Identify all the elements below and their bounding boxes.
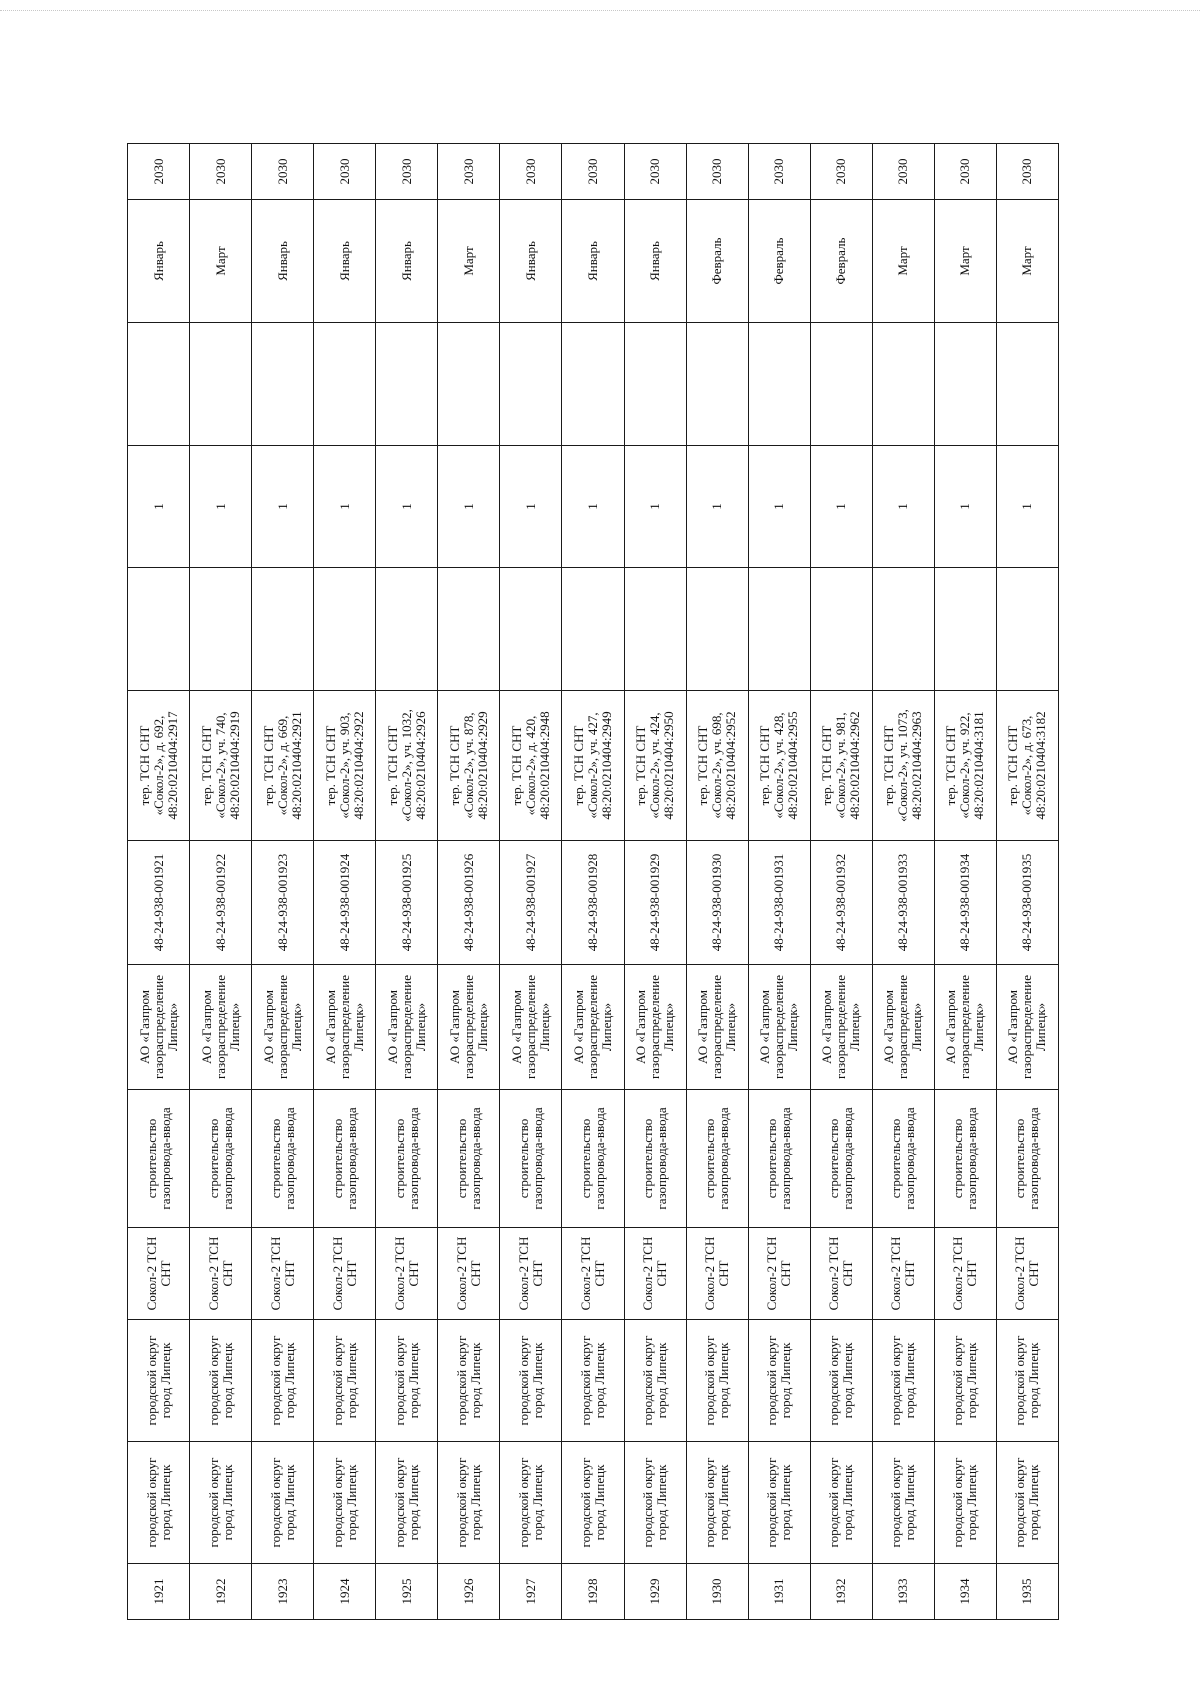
year-cell: 2030 — [438, 144, 500, 200]
settlement-cell: городской округ город Липецк — [314, 1320, 376, 1442]
table-body — [128, 144, 1059, 1620]
organization-cell: АО «Газпром газораспределение Липецк» — [562, 965, 624, 1090]
empty-cell — [810, 323, 872, 446]
table-row — [562, 144, 624, 1620]
empty-cell — [128, 323, 190, 446]
area-cell: Сокол-2 ТСН СНТ — [810, 1228, 872, 1320]
area-cell: Сокол-2 ТСН СНТ — [190, 1228, 252, 1320]
work-type-cell: строительство газопровода-ввода — [872, 1090, 934, 1228]
year-cell: 2030 — [128, 144, 190, 200]
organization-cell: АО «Газпром газораспределение Липецк» — [810, 965, 872, 1090]
empty-cell — [314, 568, 376, 691]
work-type-cell: строительство газопровода-ввода — [686, 1090, 748, 1228]
empty-cell — [872, 568, 934, 691]
work-type-cell: строительство газопровода-ввода — [190, 1090, 252, 1228]
organization-cell: АО «Газпром газораспределение Липецк» — [872, 965, 934, 1090]
row-number-cell: 1931 — [748, 1564, 810, 1620]
address-cell: тер. ТСН СНТ «Сокол-2», уч. 428, 48:20:0210404:2955 — [748, 691, 810, 841]
settlement-cell: городской округ город Липецк — [128, 1320, 190, 1442]
month-cell: Январь — [376, 200, 438, 323]
organization-cell: АО «Газпром газораспределение Липецк» — [314, 965, 376, 1090]
area-cell: Сокол-2 ТСН СНТ — [252, 1228, 314, 1320]
district-cell: городской округ город Липецк — [128, 1442, 190, 1564]
row-number-cell: 1934 — [934, 1564, 996, 1620]
address-cell: тер. ТСН СНТ «Сокол-2», уч. 1073, 48:20:0210404:2963 — [872, 691, 934, 841]
district-cell: городской округ город Липецк — [996, 1442, 1058, 1564]
month-cell: Январь — [624, 200, 686, 323]
row-number-cell: 1927 — [500, 1564, 562, 1620]
district-cell: городской округ город Липецк — [934, 1442, 996, 1564]
object-code-cell: 48-24-938-001929 — [624, 841, 686, 965]
address-cell: тер. ТСН СНТ «Сокол-2», д. 669, 48:20:0210404:2921 — [252, 691, 314, 841]
address-cell: тер. ТСН СНТ «Сокол-2», уч. 424, 48:20:0210404:2950 — [624, 691, 686, 841]
district-cell: городской округ город Липецк — [252, 1442, 314, 1564]
organization-cell: АО «Газпром газораспределение Липецк» — [748, 965, 810, 1090]
count-cell: 1 — [624, 446, 686, 568]
landscape-table-wrapper — [127, 144, 1059, 1620]
work-type-cell: строительство газопровода-ввода — [314, 1090, 376, 1228]
area-cell: Сокол-2 ТСН СНТ — [314, 1228, 376, 1320]
settlement-cell: городской округ город Липецк — [686, 1320, 748, 1442]
table-row — [128, 144, 190, 1620]
month-cell: Январь — [252, 200, 314, 323]
object-code-cell: 48-24-938-001924 — [314, 841, 376, 965]
address-cell: тер. ТСН СНТ «Сокол-2», уч. 1032, 48:20:0210404:2926 — [376, 691, 438, 841]
work-type-cell: строительство газопровода-ввода — [624, 1090, 686, 1228]
area-cell: Сокол-2 ТСН СНТ — [624, 1228, 686, 1320]
object-code-cell: 48-24-938-001933 — [872, 841, 934, 965]
empty-cell — [872, 323, 934, 446]
empty-cell — [190, 568, 252, 691]
count-cell: 1 — [872, 446, 934, 568]
address-cell: тер. ТСН СНТ «Сокол-2», д. 420, 48:20:0210404:2948 — [500, 691, 562, 841]
count-cell: 1 — [252, 446, 314, 568]
count-cell: 1 — [500, 446, 562, 568]
settlement-cell: городской округ город Липецк — [810, 1320, 872, 1442]
month-cell: Февраль — [686, 200, 748, 323]
organization-cell: АО «Газпром газораспределение Липецк» — [190, 965, 252, 1090]
empty-cell — [438, 323, 500, 446]
organization-cell: АО «Газпром газораспределение Липецк» — [438, 965, 500, 1090]
count-cell: 1 — [996, 446, 1058, 568]
work-type-cell: строительство газопровода-ввода — [562, 1090, 624, 1228]
area-cell: Сокол-2 ТСН СНТ — [686, 1228, 748, 1320]
row-number-cell: 1928 — [562, 1564, 624, 1620]
work-type-cell: строительство газопровода-ввода — [376, 1090, 438, 1228]
empty-cell — [748, 568, 810, 691]
organization-cell: АО «Газпром газораспределение Липецк» — [252, 965, 314, 1090]
year-cell: 2030 — [748, 144, 810, 200]
row-number-cell: 1922 — [190, 1564, 252, 1620]
organization-cell: АО «Газпром газораспределение Липецк» — [500, 965, 562, 1090]
row-number-cell: 1932 — [810, 1564, 872, 1620]
row-number-cell: 1930 — [686, 1564, 748, 1620]
count-cell: 1 — [810, 446, 872, 568]
year-cell: 2030 — [314, 144, 376, 200]
empty-cell — [252, 568, 314, 691]
settlement-cell: городской округ город Липецк — [872, 1320, 934, 1442]
address-cell: тер. ТСН СНТ «Сокол-2», уч. 903, 48:20:0210404:2922 — [314, 691, 376, 841]
area-cell: Сокол-2 ТСН СНТ — [934, 1228, 996, 1320]
area-cell: Сокол-2 ТСН СНТ — [562, 1228, 624, 1320]
year-cell: 2030 — [562, 144, 624, 200]
month-cell: Март — [934, 200, 996, 323]
address-cell: тер. ТСН СНТ «Сокол-2», уч. 922, 48:20:0210404:3181 — [934, 691, 996, 841]
count-cell: 1 — [562, 446, 624, 568]
work-type-cell: строительство газопровода-ввода — [500, 1090, 562, 1228]
row-number-cell: 1921 — [128, 1564, 190, 1620]
empty-cell — [934, 323, 996, 446]
organization-cell: АО «Газпром газораспределение Липецк» — [128, 965, 190, 1090]
district-cell: городской округ город Липецк — [562, 1442, 624, 1564]
count-cell: 1 — [686, 446, 748, 568]
area-cell: Сокол-2 ТСН СНТ — [872, 1228, 934, 1320]
district-cell: городской округ город Липецк — [624, 1442, 686, 1564]
address-cell: тер. ТСН СНТ «Сокол-2», д. 673, 48:20:0210404:3182 — [996, 691, 1058, 841]
district-cell: городской округ город Липецк — [190, 1442, 252, 1564]
object-code-cell: 48-24-938-001921 — [128, 841, 190, 965]
object-code-cell: 48-24-938-001931 — [748, 841, 810, 965]
district-cell: городской округ город Липецк — [314, 1442, 376, 1564]
month-cell: Март — [872, 200, 934, 323]
year-cell: 2030 — [934, 144, 996, 200]
row-number-cell: 1924 — [314, 1564, 376, 1620]
empty-cell — [314, 323, 376, 446]
settlement-cell: городской округ город Липецк — [376, 1320, 438, 1442]
object-code-cell: 48-24-938-001934 — [934, 841, 996, 965]
empty-cell — [376, 568, 438, 691]
count-cell: 1 — [438, 446, 500, 568]
rotated-page — [127, 144, 1059, 1620]
organization-cell: АО «Газпром газораспределение Липецк» — [934, 965, 996, 1090]
table-row — [996, 144, 1058, 1620]
organization-cell: АО «Газпром газораспределение Липецк» — [376, 965, 438, 1090]
count-cell: 1 — [128, 446, 190, 568]
empty-cell — [624, 323, 686, 446]
year-cell: 2030 — [500, 144, 562, 200]
empty-cell — [376, 323, 438, 446]
district-cell: городской округ город Липецк — [376, 1442, 438, 1564]
district-cell: городской округ город Липецк — [686, 1442, 748, 1564]
scan-edge-line — [0, 10, 1200, 11]
month-cell: Январь — [314, 200, 376, 323]
organization-cell: АО «Газпром газораспределение Липецк» — [996, 965, 1058, 1090]
address-cell: тер. ТСН СНТ «Сокол-2», уч. 740, 48:20:0210404:2919 — [190, 691, 252, 841]
table-row — [376, 144, 438, 1620]
object-code-cell: 48-24-938-001926 — [438, 841, 500, 965]
count-cell: 1 — [314, 446, 376, 568]
year-cell: 2030 — [252, 144, 314, 200]
organization-cell: АО «Газпром газораспределение Липецк» — [624, 965, 686, 1090]
work-type-cell: строительство газопровода-ввода — [996, 1090, 1058, 1228]
year-cell: 2030 — [190, 144, 252, 200]
district-cell: городской округ город Липецк — [500, 1442, 562, 1564]
district-cell: городской округ город Липецк — [810, 1442, 872, 1564]
area-cell: Сокол-2 ТСН СНТ — [996, 1228, 1058, 1320]
table-row — [872, 144, 934, 1620]
count-cell: 1 — [190, 446, 252, 568]
organization-cell: АО «Газпром газораспределение Липецк» — [686, 965, 748, 1090]
work-type-cell: строительство газопровода-ввода — [438, 1090, 500, 1228]
row-number-cell: 1925 — [376, 1564, 438, 1620]
settlement-cell: городской округ город Липецк — [748, 1320, 810, 1442]
settlement-cell: городской округ город Липецк — [624, 1320, 686, 1442]
object-code-cell: 48-24-938-001932 — [810, 841, 872, 965]
empty-cell — [252, 323, 314, 446]
address-cell: тер. ТСН СНТ «Сокол-2», уч. 878, 48:20:0210404:2929 — [438, 691, 500, 841]
work-type-cell: строительство газопровода-ввода — [810, 1090, 872, 1228]
month-cell: Март — [190, 200, 252, 323]
empty-cell — [748, 323, 810, 446]
year-cell: 2030 — [872, 144, 934, 200]
settlement-cell: городской округ город Липецк — [500, 1320, 562, 1442]
empty-cell — [128, 568, 190, 691]
work-type-cell: строительство газопровода-ввода — [748, 1090, 810, 1228]
work-type-cell: строительство газопровода-ввода — [252, 1090, 314, 1228]
count-cell: 1 — [748, 446, 810, 568]
work-type-cell: строительство газопровода-ввода — [934, 1090, 996, 1228]
month-cell: Март — [438, 200, 500, 323]
address-cell: тер. ТСН СНТ «Сокол-2», уч. 698, 48:20:0210404:2952 — [686, 691, 748, 841]
row-number-cell: 1933 — [872, 1564, 934, 1620]
year-cell: 2030 — [810, 144, 872, 200]
area-cell: Сокол-2 ТСН СНТ — [376, 1228, 438, 1320]
empty-cell — [686, 323, 748, 446]
district-cell: городской округ город Липецк — [748, 1442, 810, 1564]
empty-cell — [624, 568, 686, 691]
empty-cell — [810, 568, 872, 691]
year-cell: 2030 — [376, 144, 438, 200]
gas-connection-table — [127, 143, 1059, 1620]
table-row — [934, 144, 996, 1620]
empty-cell — [190, 323, 252, 446]
month-cell: Январь — [128, 200, 190, 323]
empty-cell — [500, 568, 562, 691]
object-code-cell: 48-24-938-001930 — [686, 841, 748, 965]
table-row — [686, 144, 748, 1620]
month-cell: Февраль — [748, 200, 810, 323]
month-cell: Март — [996, 200, 1058, 323]
year-cell: 2030 — [624, 144, 686, 200]
empty-cell — [996, 568, 1058, 691]
address-cell: тер. ТСН СНТ «Сокол-2», д. 692, 48:20:0210404:2917 — [128, 691, 190, 841]
settlement-cell: городской округ город Липецк — [252, 1320, 314, 1442]
settlement-cell: городской округ город Липецк — [562, 1320, 624, 1442]
area-cell: Сокол-2 ТСН СНТ — [500, 1228, 562, 1320]
settlement-cell: городской округ город Липецк — [996, 1320, 1058, 1442]
empty-cell — [562, 568, 624, 691]
work-type-cell: строительство газопровода-ввода — [128, 1090, 190, 1228]
table-row — [314, 144, 376, 1620]
year-cell: 2030 — [686, 144, 748, 200]
address-cell: тер. ТСН СНТ «Сокол-2», уч. 427, 48:20:0210404:2949 — [562, 691, 624, 841]
settlement-cell: городской округ город Липецк — [438, 1320, 500, 1442]
count-cell: 1 — [934, 446, 996, 568]
address-cell: тер. ТСН СНТ «Сокол-2», уч. 981, 48:20:0210404:2962 — [810, 691, 872, 841]
table-row — [190, 144, 252, 1620]
settlement-cell: городской округ город Липецк — [934, 1320, 996, 1442]
area-cell: Сокол-2 ТСН СНТ — [128, 1228, 190, 1320]
object-code-cell: 48-24-938-001925 — [376, 841, 438, 965]
table-row — [810, 144, 872, 1620]
object-code-cell: 48-24-938-001922 — [190, 841, 252, 965]
district-cell: городской округ город Липецк — [438, 1442, 500, 1564]
month-cell: Январь — [500, 200, 562, 323]
object-code-cell: 48-24-938-001923 — [252, 841, 314, 965]
row-number-cell: 1929 — [624, 1564, 686, 1620]
empty-cell — [500, 323, 562, 446]
empty-cell — [438, 568, 500, 691]
count-cell: 1 — [376, 446, 438, 568]
row-number-cell: 1923 — [252, 1564, 314, 1620]
month-cell: Январь — [562, 200, 624, 323]
area-cell: Сокол-2 ТСН СНТ — [438, 1228, 500, 1320]
area-cell: Сокол-2 ТСН СНТ — [748, 1228, 810, 1320]
object-code-cell: 48-24-938-001935 — [996, 841, 1058, 965]
row-number-cell: 1926 — [438, 1564, 500, 1620]
year-cell: 2030 — [996, 144, 1058, 200]
settlement-cell: городской округ город Липецк — [190, 1320, 252, 1442]
empty-cell — [562, 323, 624, 446]
table-row — [252, 144, 314, 1620]
table-row — [438, 144, 500, 1620]
object-code-cell: 48-24-938-001928 — [562, 841, 624, 965]
row-number-cell: 1935 — [996, 1564, 1058, 1620]
table-row — [500, 144, 562, 1620]
empty-cell — [996, 323, 1058, 446]
district-cell: городской округ город Липецк — [872, 1442, 934, 1564]
empty-cell — [934, 568, 996, 691]
table-row — [748, 144, 810, 1620]
table-row — [624, 144, 686, 1620]
empty-cell — [686, 568, 748, 691]
object-code-cell: 48-24-938-001927 — [500, 841, 562, 965]
month-cell: Февраль — [810, 200, 872, 323]
